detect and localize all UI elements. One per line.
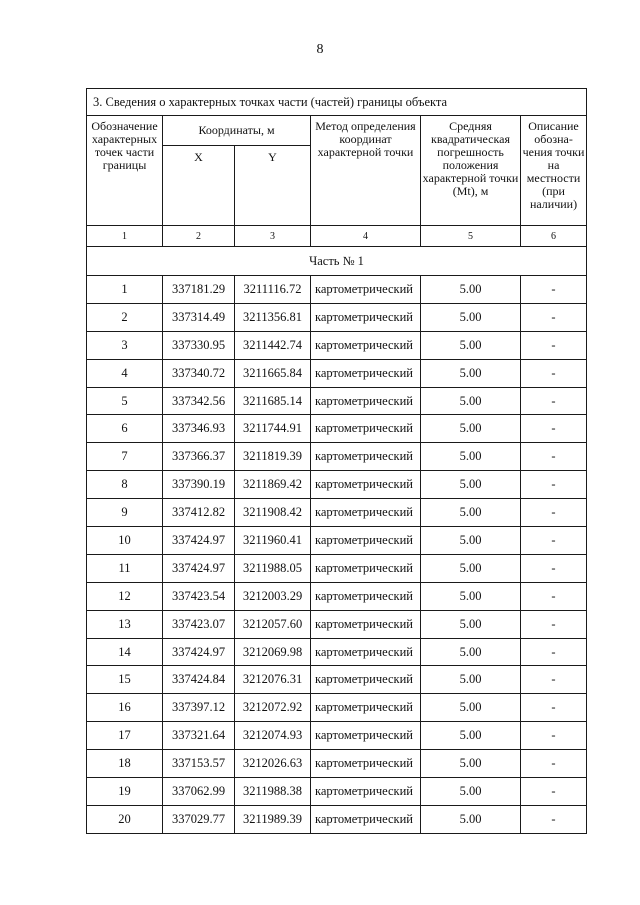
description-cell: - [521, 443, 587, 471]
coordinate-x: 337397.12 [163, 694, 235, 722]
coordinate-y: 3211819.39 [235, 443, 311, 471]
table-row [87, 415, 587, 443]
method-cell: картометрический [311, 443, 421, 471]
coordinate-x: 337330.95 [163, 331, 235, 359]
coordinate-y: 3211442.74 [235, 331, 311, 359]
description-cell: - [521, 805, 587, 833]
header-description: Описание обозна-чения точки на местности (при наличии) [521, 116, 587, 226]
method-cell: картометрический [311, 805, 421, 833]
table-row [87, 638, 587, 666]
coordinate-y: 3211908.42 [235, 499, 311, 527]
coordinate-x: 337314.49 [163, 303, 235, 331]
coordinate-x: 337346.93 [163, 415, 235, 443]
method-cell: картометрический [311, 554, 421, 582]
method-cell: картометрический [311, 276, 421, 304]
method-cell: картометрический [311, 610, 421, 638]
coordinate-x: 337412.82 [163, 499, 235, 527]
description-cell: - [521, 499, 587, 527]
section-title-row [87, 89, 587, 116]
description-cell: - [521, 610, 587, 638]
accuracy-cell: 5.00 [421, 359, 521, 387]
coordinate-y: 3211869.42 [235, 471, 311, 499]
table-row [87, 778, 587, 806]
table-row [87, 276, 587, 304]
accuracy-cell: 5.00 [421, 499, 521, 527]
coordinate-x: 337029.77 [163, 805, 235, 833]
table-row [87, 554, 587, 582]
description-cell: - [521, 359, 587, 387]
coordinate-x: 337424.97 [163, 527, 235, 555]
point-number: 11 [87, 554, 163, 582]
accuracy-cell: 5.00 [421, 666, 521, 694]
coordinate-y: 3211665.84 [235, 359, 311, 387]
accuracy-cell: 5.00 [421, 610, 521, 638]
accuracy-cell: 5.00 [421, 415, 521, 443]
point-number: 20 [87, 805, 163, 833]
accuracy-cell: 5.00 [421, 554, 521, 582]
method-cell: картометрический [311, 694, 421, 722]
point-number: 14 [87, 638, 163, 666]
method-cell: картометрический [311, 527, 421, 555]
accuracy-cell: 5.00 [421, 694, 521, 722]
accuracy-cell: 5.00 [421, 471, 521, 499]
table-row [87, 582, 587, 610]
table-row [87, 722, 587, 750]
column-number: 1 [87, 226, 163, 247]
point-number: 16 [87, 694, 163, 722]
table-row [87, 805, 587, 833]
description-cell: - [521, 471, 587, 499]
point-number: 4 [87, 359, 163, 387]
page-number: 8 [316, 42, 324, 57]
coordinate-x: 337062.99 [163, 778, 235, 806]
description-cell: - [521, 554, 587, 582]
accuracy-cell: 5.00 [421, 443, 521, 471]
header-accuracy: Средняя квадратическая погрешность положения характерной точки (Mt), м [421, 116, 521, 226]
method-cell: картометрический [311, 471, 421, 499]
point-number: 8 [87, 471, 163, 499]
accuracy-cell: 5.00 [421, 331, 521, 359]
coordinate-y: 3211116.72 [235, 276, 311, 304]
point-number: 5 [87, 387, 163, 415]
coordinate-x: 337321.64 [163, 722, 235, 750]
accuracy-cell: 5.00 [421, 303, 521, 331]
description-cell: - [521, 582, 587, 610]
coordinate-y: 3212072.92 [235, 694, 311, 722]
coordinate-x: 337424.97 [163, 638, 235, 666]
coordinate-y: 3211356.81 [235, 303, 311, 331]
coordinate-y: 3211685.14 [235, 387, 311, 415]
coordinate-y: 3211988.38 [235, 778, 311, 806]
method-cell: картометрический [311, 582, 421, 610]
column-number-row [87, 226, 587, 247]
description-cell: - [521, 778, 587, 806]
point-number: 17 [87, 722, 163, 750]
method-cell: картометрический [311, 303, 421, 331]
coordinate-y: 3211960.41 [235, 527, 311, 555]
description-cell: - [521, 750, 587, 778]
column-number: 2 [163, 226, 235, 247]
table-row [87, 666, 587, 694]
description-cell: - [521, 303, 587, 331]
coordinate-x: 337423.54 [163, 582, 235, 610]
point-number: 7 [87, 443, 163, 471]
table-row [87, 471, 587, 499]
description-cell: - [521, 666, 587, 694]
point-number: 2 [87, 303, 163, 331]
coordinate-x: 337424.84 [163, 666, 235, 694]
coordinate-y: 3211744.91 [235, 415, 311, 443]
coordinate-y: 3212076.31 [235, 666, 311, 694]
coordinate-y: 3212057.60 [235, 610, 311, 638]
coordinate-y: 3212026.63 [235, 750, 311, 778]
coordinate-x: 337390.19 [163, 471, 235, 499]
table-row [87, 527, 587, 555]
coordinate-x: 337342.56 [163, 387, 235, 415]
section-title: 3. Сведения о характерных точках части (частей) границы объекта [87, 89, 587, 116]
point-number: 9 [87, 499, 163, 527]
accuracy-cell: 5.00 [421, 805, 521, 833]
method-cell: картометрический [311, 415, 421, 443]
coordinate-y: 3212003.29 [235, 582, 311, 610]
description-cell: - [521, 694, 587, 722]
point-number: 6 [87, 415, 163, 443]
table-row [87, 750, 587, 778]
column-number: 4 [311, 226, 421, 247]
method-cell: картометрический [311, 499, 421, 527]
method-cell: картометрический [311, 666, 421, 694]
table-row [87, 303, 587, 331]
part-row [87, 247, 587, 276]
part-label: Часть № 1 [87, 247, 587, 276]
description-cell: - [521, 527, 587, 555]
table-row [87, 694, 587, 722]
accuracy-cell: 5.00 [421, 276, 521, 304]
accuracy-cell: 5.00 [421, 750, 521, 778]
description-cell: - [521, 415, 587, 443]
header-coordinates: Координаты, м [163, 116, 311, 146]
accuracy-cell: 5.00 [421, 387, 521, 415]
table-row [87, 443, 587, 471]
method-cell: картометрический [311, 359, 421, 387]
point-number: 12 [87, 582, 163, 610]
method-cell: картометрический [311, 387, 421, 415]
header-row-1 [87, 116, 587, 146]
accuracy-cell: 5.00 [421, 778, 521, 806]
description-cell: - [521, 276, 587, 304]
table-row [87, 499, 587, 527]
coordinate-y: 3211989.39 [235, 805, 311, 833]
description-cell: - [521, 638, 587, 666]
accuracy-cell: 5.00 [421, 527, 521, 555]
coordinate-x: 337181.29 [163, 276, 235, 304]
table-row [87, 387, 587, 415]
header-point-designation: Обозначение характерных точек части границы [87, 116, 163, 226]
point-number: 1 [87, 276, 163, 304]
table-row [87, 331, 587, 359]
column-number: 6 [521, 226, 587, 247]
coordinate-x: 337423.07 [163, 610, 235, 638]
coordinate-y: 3212069.98 [235, 638, 311, 666]
accuracy-cell: 5.00 [421, 722, 521, 750]
point-number: 13 [87, 610, 163, 638]
table-row [87, 359, 587, 387]
header-x: X [163, 146, 235, 226]
table-row [87, 610, 587, 638]
point-number: 19 [87, 778, 163, 806]
point-number: 18 [87, 750, 163, 778]
header-y: Y [235, 146, 311, 226]
accuracy-cell: 5.00 [421, 582, 521, 610]
accuracy-cell: 5.00 [421, 638, 521, 666]
method-cell: картометрический [311, 331, 421, 359]
method-cell: картометрический [311, 638, 421, 666]
description-cell: - [521, 722, 587, 750]
coordinate-y: 3212074.93 [235, 722, 311, 750]
method-cell: картометрический [311, 778, 421, 806]
boundary-points-table [86, 88, 587, 834]
column-number: 5 [421, 226, 521, 247]
description-cell: - [521, 331, 587, 359]
coordinate-x: 337153.57 [163, 750, 235, 778]
header-method: Метод определения координат характерной точки [311, 116, 421, 226]
point-number: 10 [87, 527, 163, 555]
method-cell: картометрический [311, 750, 421, 778]
point-number: 15 [87, 666, 163, 694]
description-cell: - [521, 387, 587, 415]
coordinate-x: 337424.97 [163, 554, 235, 582]
column-number: 3 [235, 226, 311, 247]
method-cell: картометрический [311, 722, 421, 750]
coordinate-y: 3211988.05 [235, 554, 311, 582]
point-number: 3 [87, 331, 163, 359]
coordinate-x: 337366.37 [163, 443, 235, 471]
coordinate-x: 337340.72 [163, 359, 235, 387]
